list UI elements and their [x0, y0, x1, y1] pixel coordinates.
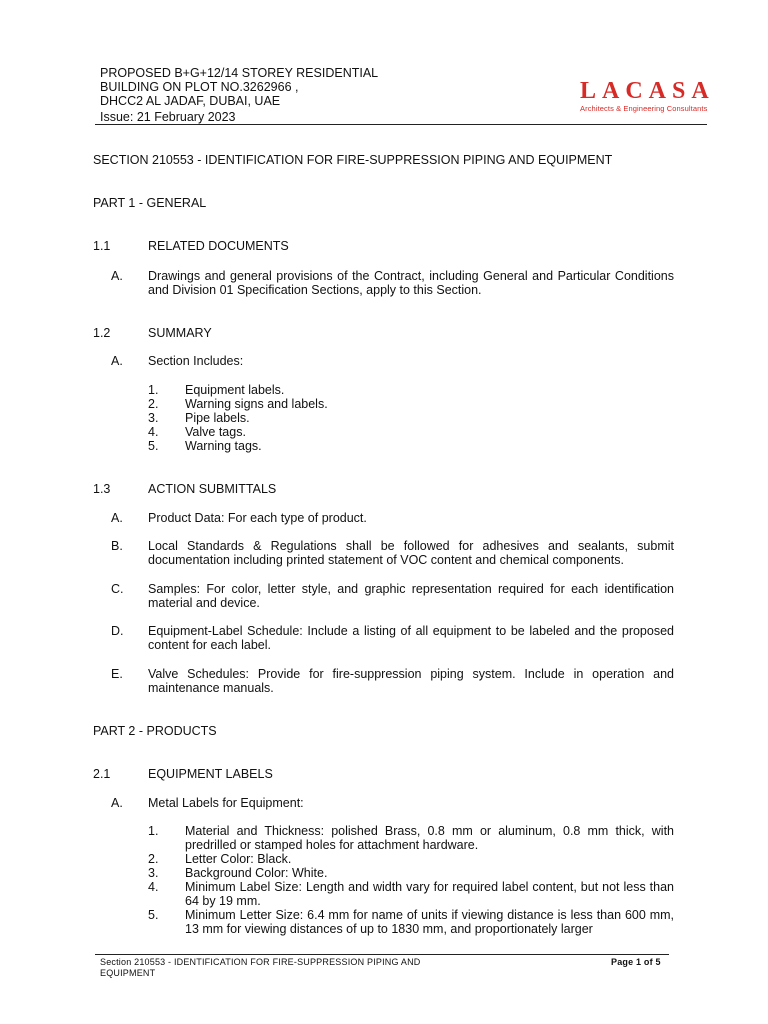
para-text-1-2-a: Section Includes:: [148, 354, 244, 368]
list-item-number: 5.: [148, 908, 159, 922]
issue-date: Issue: 21 February 2023: [100, 110, 236, 124]
list-item-text: Warning tags.: [185, 439, 262, 453]
list-item-text: Letter Color: Black.: [185, 852, 292, 866]
para-text-1-1-a: Drawings and general provisions of the Contract, including General and Particular Conditions and Division 01 Specification Sections, apply to this Section.: [148, 269, 674, 297]
para-label-1-1-a: A.: [111, 269, 123, 283]
article-title-2-1: EQUIPMENT LABELS: [148, 767, 273, 781]
para-label-1-3-a: A.: [111, 511, 123, 525]
list-item: [148, 852, 674, 866]
para-text-1-3-a: Product Data: For each type of product.: [148, 511, 367, 525]
list-item-number: 5.: [148, 439, 159, 453]
list-item-text: Minimum Label Size: Length and width vary for required label content, but not less than 64 by 19 mm.: [185, 880, 674, 908]
para-label-1-3-b: B.: [111, 539, 123, 553]
project-title-line-2: BUILDING ON PLOT NO.3262966 ,: [100, 80, 299, 94]
article-number-2-1: 2.1: [93, 767, 111, 781]
header-divider: [95, 124, 707, 125]
list-item-text: Pipe labels.: [185, 411, 250, 425]
para-label-2-1-a: A.: [111, 796, 123, 810]
para-text-1-3-b: Local Standards & Regulations shall be followed for adhesives and sealants, submit documentation including printed statement of VOC content and chemical components.: [148, 539, 674, 567]
list-item-number: 4.: [148, 425, 159, 439]
para-label-1-3-d: D.: [111, 624, 124, 638]
list-item-number: 3.: [148, 411, 159, 425]
article-number-1-2: 1.2: [93, 326, 111, 340]
list-item: [148, 908, 674, 936]
para-text-1-3-c: Samples: For color, letter style, and graphic representation required for each identification material and device.: [148, 582, 674, 610]
list-item-text: Equipment labels.: [185, 383, 285, 397]
para-text-1-3-d: Equipment-Label Schedule: Include a listing of all equipment to be labeled and the proposed content for each label.: [148, 624, 674, 652]
para-label-1-2-a: A.: [111, 354, 123, 368]
part-2-heading: PART 2 - PRODUCTS: [93, 724, 217, 738]
list-item-text: Material and Thickness: polished Brass, 0.8 mm or aluminum, 0.8 mm thick, with predrilled or stamped holes for attachment hardware.: [185, 824, 674, 852]
section-title: SECTION 210553 - IDENTIFICATION FOR FIRE-SUPPRESSION PIPING AND EQUIPMENT: [93, 153, 613, 167]
list-item-number: 2.: [148, 852, 159, 866]
logo-wordmark: LACASA: [580, 78, 715, 104]
list-item: [148, 397, 678, 411]
list-item: [148, 824, 674, 852]
summary-list: [148, 383, 678, 453]
list-item-number: 4.: [148, 880, 159, 894]
equipment-label-list: [148, 824, 674, 936]
list-item-number: 1.: [148, 824, 159, 838]
article-title-1-1: RELATED DOCUMENTS: [148, 239, 289, 253]
list-item: [148, 383, 678, 397]
project-title-line-1: PROPOSED B+G+12/14 STOREY RESIDENTIAL: [100, 66, 379, 80]
list-item-text: Valve tags.: [185, 425, 246, 439]
para-label-1-3-c: C.: [111, 582, 124, 596]
list-item: [148, 425, 678, 439]
list-item: [148, 439, 678, 453]
footer-divider: [95, 954, 669, 955]
list-item-text: Background Color: White.: [185, 866, 328, 880]
company-logo: [580, 78, 715, 113]
para-text-2-1-a: Metal Labels for Equipment:: [148, 796, 304, 810]
article-title-1-3: ACTION SUBMITTALS: [148, 482, 277, 496]
logo-tagline: Architects & Engineering Consultants: [580, 104, 708, 113]
list-item-text: Warning signs and labels.: [185, 397, 328, 411]
list-item-text: Minimum Letter Size: 6.4 mm for name of units if viewing distance is less than 600 mm, 13 mm for viewing distances of up to 1830 mm, and proportionately larger: [185, 908, 674, 936]
footer-page-number: Page 1 of 5: [611, 957, 661, 967]
para-label-1-3-e: E.: [111, 667, 123, 681]
list-item: [148, 866, 674, 880]
list-item-number: 1.: [148, 383, 159, 397]
para-text-1-3-e: Valve Schedules: Provide for fire-suppression piping system. Include in operation and maintenance manuals.: [148, 667, 674, 695]
list-item: [148, 880, 674, 908]
list-item-number: 2.: [148, 397, 159, 411]
list-item: [148, 411, 678, 425]
project-title-line-3: DHCC2 AL JADAF, DUBAI, UAE: [100, 94, 281, 108]
article-number-1-3: 1.3: [93, 482, 111, 496]
list-item-number: 3.: [148, 866, 159, 880]
part-1-heading: PART 1 - GENERAL: [93, 196, 207, 210]
article-title-1-2: SUMMARY: [148, 326, 212, 340]
footer-section-line-2: EQUIPMENT: [100, 968, 156, 978]
article-number-1-1: 1.1: [93, 239, 111, 253]
footer-section-line-1: Section 210553 - IDENTIFICATION FOR FIRE-SUPPRESSION PIPING AND: [100, 957, 421, 967]
